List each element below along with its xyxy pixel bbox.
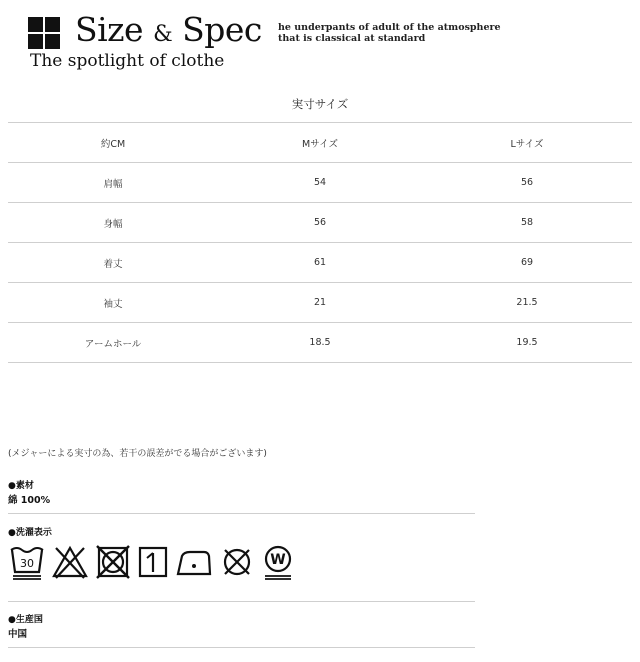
- logo-squares-icon: [28, 17, 60, 49]
- svg-text:W: W: [270, 552, 286, 568]
- table-cell: 69: [520, 257, 534, 268]
- table-cell: 18.5: [309, 337, 331, 348]
- table-cell: 21: [313, 297, 327, 308]
- table-row: [8, 202, 632, 242]
- origin-value: 中国: [8, 629, 28, 640]
- wash-30-icon: [8, 542, 46, 582]
- table-header-cell: 約CM: [100, 138, 126, 150]
- table-cell: 着丈: [103, 258, 123, 270]
- table-cell: 21.5: [516, 297, 538, 308]
- brand-title: Size & Spec: [75, 10, 262, 49]
- table-header-cell: Mサイズ: [302, 138, 338, 150]
- no-bleach-icon: [51, 542, 89, 582]
- care-label: ●洗濯表示: [8, 528, 52, 538]
- table-cell: 袖丈: [103, 298, 123, 310]
- no-tumble-dry-icon: [94, 542, 132, 582]
- table-row: [8, 162, 632, 202]
- divider: [8, 647, 475, 648]
- origin-label: ●生産国: [8, 615, 43, 625]
- table-cell: 56: [313, 217, 327, 228]
- iron-low-icon: [174, 542, 214, 582]
- size-table: [8, 122, 632, 363]
- divider: [8, 601, 475, 602]
- table-row: [8, 242, 632, 282]
- brand-tagline: The spotlight of clothe: [30, 51, 225, 71]
- brand-motto: he underpants of adult of the atmosphere that is classical at standard: [278, 22, 501, 44]
- no-dry-clean-icon: [219, 542, 255, 582]
- table-header-row: [8, 122, 632, 162]
- table-cell: 58: [520, 217, 534, 228]
- table-cell: 19.5: [516, 337, 538, 348]
- care-icons: [8, 542, 296, 584]
- table-cell: 身幅: [103, 218, 123, 230]
- table-cell: アームホール: [84, 338, 142, 350]
- header: [0, 0, 640, 80]
- table-row: [8, 322, 632, 363]
- material-label: ●素材: [8, 481, 34, 491]
- table-cell: 肩幅: [103, 178, 123, 190]
- size-table-title: 実寸サイズ: [291, 97, 349, 111]
- table-row: [8, 282, 632, 322]
- svg-text:30: 30: [20, 557, 34, 570]
- divider: [8, 513, 475, 514]
- table-cell: 54: [313, 177, 327, 188]
- table-header-cell: Lサイズ: [510, 138, 544, 150]
- line-dry-icon: [137, 542, 169, 582]
- table-cell: 56: [520, 177, 534, 188]
- measurement-note: (メジャーによる実寸の為、若干の誤差がでる場合がございます): [8, 449, 267, 459]
- wet-clean-icon: [260, 542, 296, 582]
- material-value: 綿 100%: [8, 495, 51, 506]
- table-cell: 61: [313, 257, 327, 268]
